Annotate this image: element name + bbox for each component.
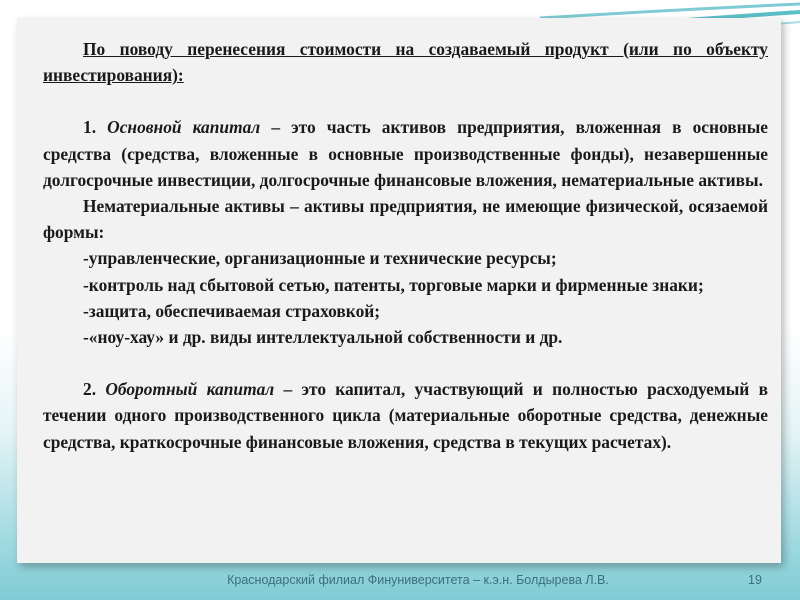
intangible-definition: Нематериальные активы – активы предприятия, не имеющие физической, осязаемой формы: [43,196,768,243]
item-number: 2. [83,379,106,400]
list-item: -защита, обеспечиваемая страховкой; [83,300,381,321]
list-item: -контроль над сбытовой сетью, патенты, торговые марки и фирменные знаки; [83,274,704,295]
list-item: -«ноу-хау» и др. виды интеллектуальной собственности и др. [83,327,563,348]
term-fixed-capital: Основной капитал [107,117,261,138]
footer-text: Краснодарский филиал Финуниверситета – к.э.н. Болдырева Л.В. [227,573,609,587]
page-number: 19 [748,573,762,587]
slide-content [43,36,768,455]
slide-heading: По поводу перенесения стоимости на создаваемый продукт (или по объекту инвестирования): [43,39,768,86]
item-number: 1. [83,117,108,138]
working-capital-text: – это капитал, участвующий и полностью расходуемый в течении одного производственного цикла (материальные оборотные средства, денежные средства, краткосрочные финансовые вложения, средства в текущих расчетах). [43,379,768,452]
fixed-capital-text: – это часть активов предприятия, вложенная в основные средства (средства, вложенные в основные производственные фонды), незавершенные долгосрочные инвестиции, долгосрочные финансовые вложения, нематериальные активы. [43,117,768,190]
working-capital-paragraph [43,376,768,455]
spacer [43,88,768,114]
list-item: -управленческие, организационные и технические ресурсы; [83,248,557,269]
term-working-capital: Оборотный капитал [105,379,275,400]
fixed-capital-paragraph [43,114,768,193]
spacer [43,350,768,376]
